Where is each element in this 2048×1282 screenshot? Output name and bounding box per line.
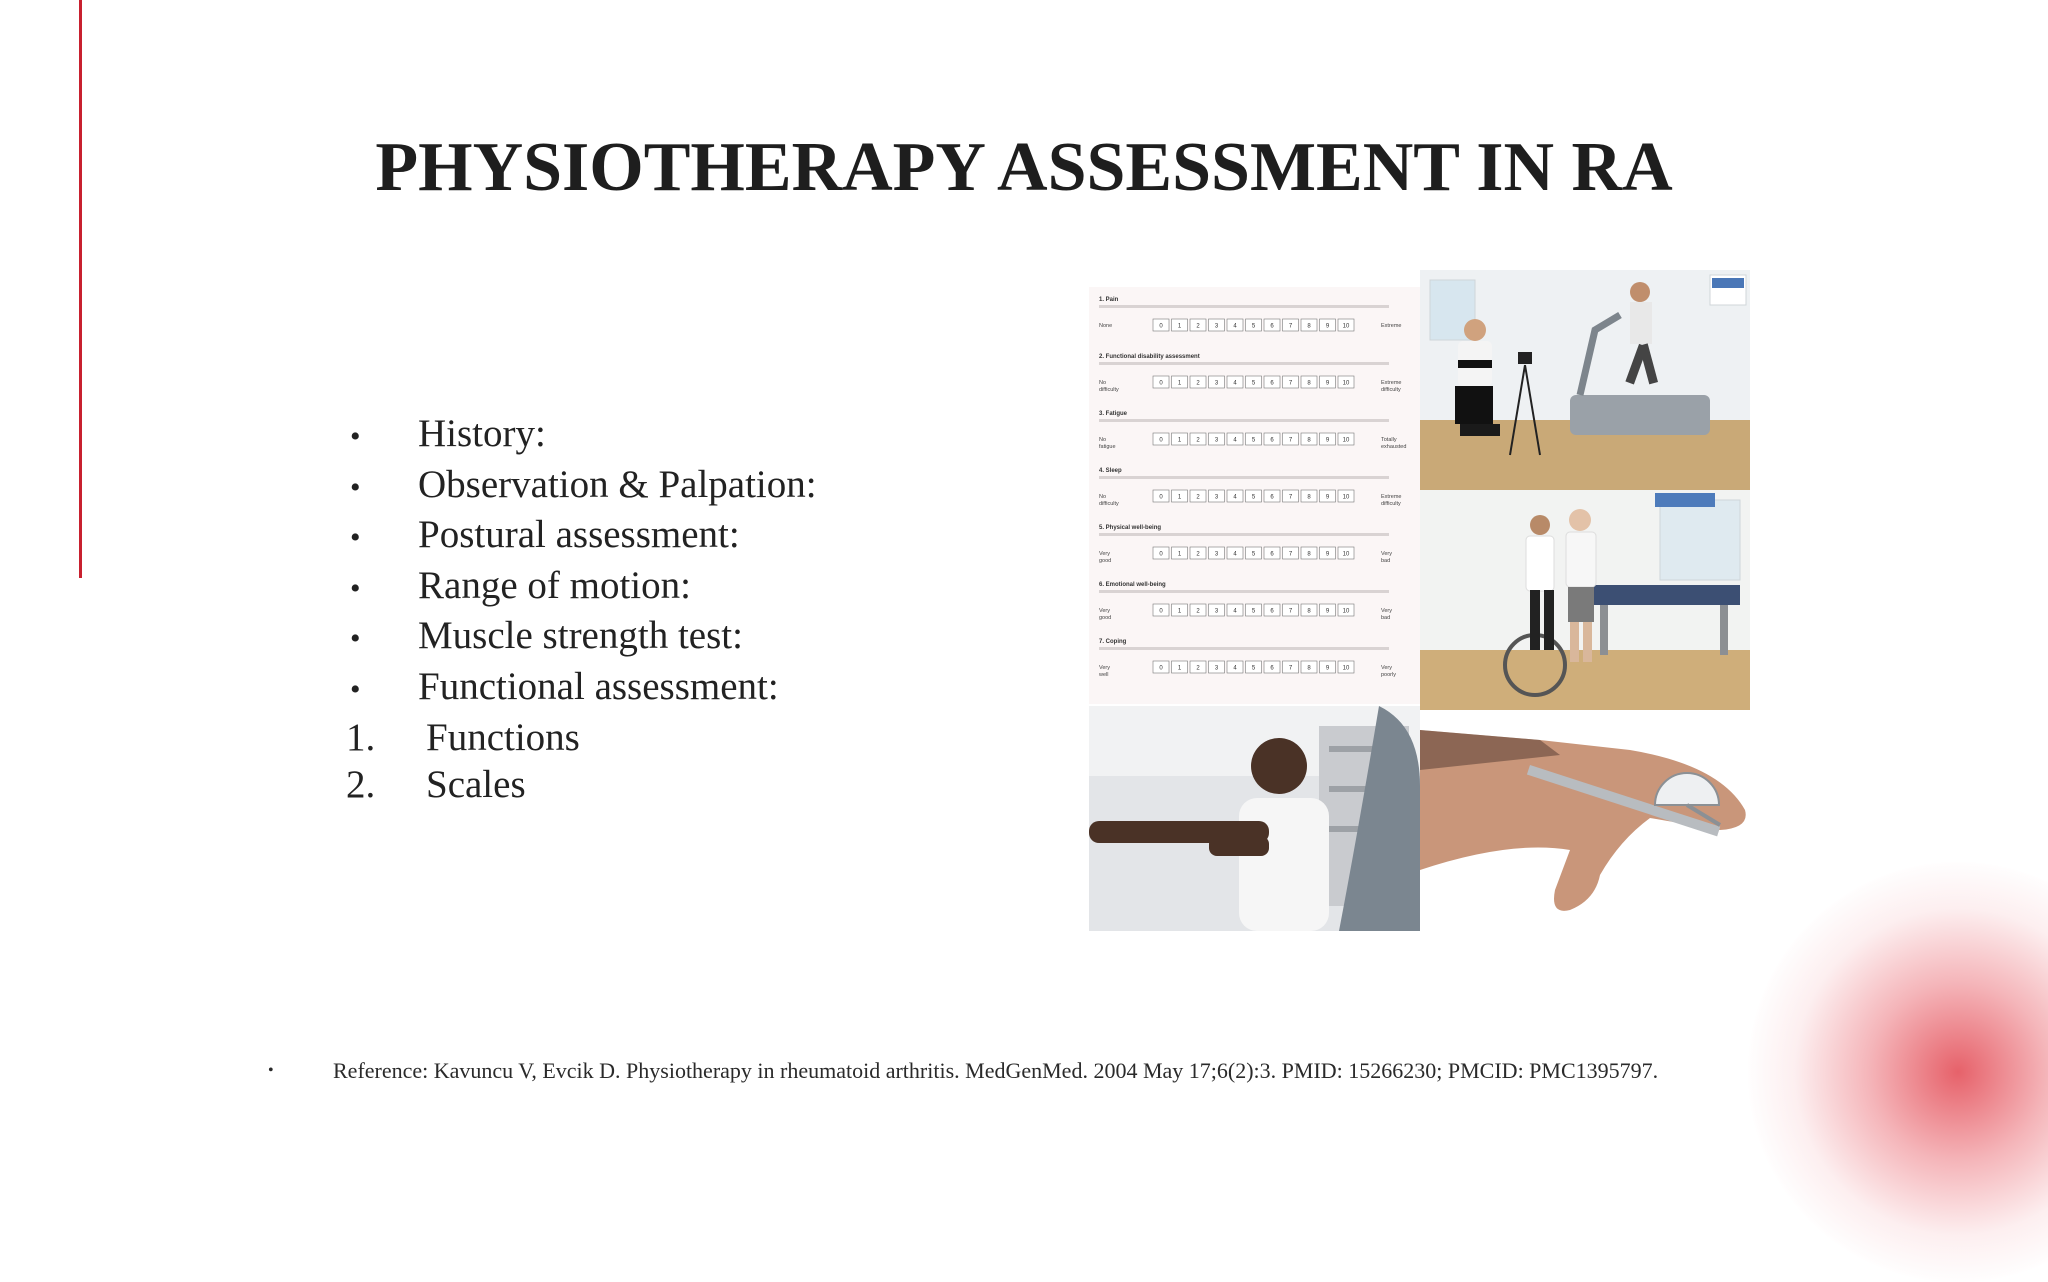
scale-number: 10 — [1342, 437, 1350, 444]
scale-number: 5 — [1251, 551, 1256, 558]
form-instruction-line — [1099, 476, 1389, 479]
scale-number: 3 — [1214, 665, 1219, 672]
scale-number: 0 — [1159, 551, 1163, 558]
scale-number: 4 — [1233, 494, 1237, 501]
reference-note — [268, 1058, 1658, 1084]
bullet-text: History: — [418, 412, 546, 455]
scale-number: 10 — [1342, 665, 1350, 672]
form-low-label: No — [1099, 494, 1107, 500]
bullet-text: Postural assessment: — [418, 513, 740, 557]
numbered-item — [346, 761, 817, 809]
form-low-label: No — [1099, 437, 1107, 443]
bullet-text: Observation & Palpation: — [418, 462, 817, 506]
scale-number: 10 — [1342, 551, 1350, 558]
scale-number: 9 — [1325, 494, 1330, 501]
scale-number: 1 — [1177, 437, 1182, 444]
form-item-heading: 4. Sleep — [1099, 468, 1122, 474]
form-low-label: difficulty — [1099, 501, 1119, 507]
bullet-item — [346, 663, 817, 714]
scale-number: 5 — [1251, 494, 1256, 501]
scale-number: 8 — [1307, 380, 1311, 387]
reference-text: Reference: Kavuncu V, Evcik D. Physiotherapy in rheumatoid arthritis. MedGenMed. 2004 May 17;6(2):3. PMID: 15266230; PMCID: PMC1395797. — [333, 1058, 1659, 1083]
scale-number: 8 — [1307, 437, 1311, 444]
numbered-text: Scales — [426, 763, 526, 807]
scale-number: 0 — [1159, 323, 1163, 330]
form-item-heading: 3. Fatigue — [1099, 411, 1128, 417]
form-high-label: poorly — [1381, 672, 1396, 678]
shoulder-rom-photo — [1089, 706, 1420, 931]
image-collage — [1089, 270, 1750, 931]
scale-number: 0 — [1159, 608, 1163, 615]
scale-number: 4 — [1233, 380, 1237, 387]
scale-number: 3 — [1214, 551, 1219, 558]
form-low-label: good — [1099, 558, 1112, 564]
scale-number: 3 — [1214, 437, 1219, 444]
form-low-label: good — [1099, 615, 1112, 621]
scale-number: 3 — [1214, 608, 1219, 615]
form-high-label: Totally — [1381, 437, 1397, 443]
scale-number: 4 — [1233, 665, 1237, 672]
scale-number: 7 — [1288, 437, 1293, 444]
scale-number: 2 — [1196, 323, 1200, 330]
scale-number: 10 — [1342, 323, 1350, 330]
form-high-label: Very — [1381, 608, 1393, 614]
scale-number: 9 — [1325, 437, 1330, 444]
scale-number: 1 — [1177, 494, 1182, 501]
scale-number: 6 — [1270, 665, 1274, 672]
scale-number: 7 — [1288, 551, 1293, 558]
bullet-item — [346, 461, 817, 512]
form-item-heading: 6. Emotional well-being — [1099, 582, 1166, 588]
form-high-label: exhausted — [1381, 444, 1407, 450]
form-low-label: Very — [1099, 608, 1111, 614]
numbered-item — [346, 714, 817, 762]
form-item-heading: 2. Functional disability assessment — [1099, 354, 1200, 360]
questionnaire-drawing — [1089, 287, 1420, 704]
form-low-label: No — [1099, 380, 1107, 386]
bullet-dot: • — [350, 672, 361, 706]
scale-number: 7 — [1288, 494, 1293, 501]
scale-number: 4 — [1233, 437, 1237, 444]
scale-number: 9 — [1325, 323, 1330, 330]
scale-number: 5 — [1251, 380, 1256, 387]
scale-number: 4 — [1233, 551, 1237, 558]
scale-number: 8 — [1307, 551, 1311, 558]
ward-scene — [1420, 490, 1750, 710]
scale-number: 2 — [1196, 665, 1200, 672]
form-high-label: bad — [1381, 558, 1391, 564]
scale-number: 0 — [1159, 665, 1163, 672]
scale-number: 5 — [1251, 665, 1256, 672]
rapid3-questionnaire-image — [1089, 287, 1420, 704]
scale-number: 2 — [1196, 437, 1200, 444]
bullet-text: Muscle strength test: — [418, 614, 743, 658]
scale-number: 6 — [1270, 437, 1274, 444]
form-high-label: Extreme — [1381, 323, 1402, 329]
scale-number: 2 — [1196, 551, 1200, 558]
form-item-heading: 5. Physical well-being — [1099, 525, 1162, 531]
slide-title: PHYSIOTHERAPY ASSESSMENT IN RA — [375, 129, 1673, 206]
scale-number: 6 — [1270, 494, 1274, 501]
form-instruction-line — [1099, 305, 1389, 308]
bullet-item — [346, 612, 817, 663]
scale-number: 1 — [1177, 551, 1182, 558]
scale-number: 4 — [1233, 323, 1237, 330]
scale-number: 3 — [1214, 380, 1219, 387]
scale-number: 0 — [1159, 380, 1163, 387]
scale-number: 7 — [1288, 608, 1293, 615]
form-low-label: Very — [1099, 665, 1111, 671]
form-low-label: Very — [1099, 551, 1111, 557]
corner-glow — [1748, 862, 2048, 1282]
scale-number: 5 — [1251, 323, 1256, 330]
bullet-text: Range of motion: — [418, 563, 691, 607]
scale-number: 7 — [1288, 380, 1293, 387]
bullet-dot: • — [350, 622, 361, 656]
accent-line — [79, 0, 82, 578]
bullet-dot: • — [350, 521, 361, 555]
bullet-item — [346, 511, 817, 562]
scale-number: 6 — [1270, 551, 1274, 558]
scale-number: 9 — [1325, 380, 1330, 387]
form-instruction-line — [1099, 533, 1389, 536]
form-high-label: difficulty — [1381, 387, 1401, 393]
form-low-label: well — [1099, 672, 1109, 678]
form-instruction-line — [1099, 419, 1389, 422]
bullet-dot: • — [350, 420, 361, 453]
form-instruction-line — [1099, 590, 1389, 593]
form-high-label: Extreme — [1381, 380, 1402, 386]
scale-number: 10 — [1342, 494, 1350, 501]
reference-bullet: • — [268, 1062, 274, 1079]
scale-number: 9 — [1325, 665, 1330, 672]
scale-number: 2 — [1196, 494, 1200, 501]
form-instruction-line — [1099, 362, 1389, 365]
form-item-heading: 7. Coping — [1099, 639, 1127, 645]
form-high-label: Very — [1381, 665, 1393, 671]
physio-ward-photo — [1420, 490, 1750, 710]
form-low-label: difficulty — [1099, 387, 1119, 393]
scale-number: 10 — [1342, 608, 1350, 615]
form-low-label: fatigue — [1099, 444, 1116, 450]
scale-number: 1 — [1177, 380, 1182, 387]
scale-number: 0 — [1159, 494, 1163, 501]
scale-number: 3 — [1214, 323, 1219, 330]
form-instruction-line — [1099, 647, 1389, 650]
scale-number: 5 — [1251, 608, 1256, 615]
item-number: 2. — [346, 763, 376, 807]
bullet-item — [346, 410, 817, 461]
scale-number: 9 — [1325, 551, 1330, 558]
goniometer-scene — [1420, 710, 1750, 931]
bullet-text: Functional assessment: — [418, 664, 779, 708]
scale-number: 3 — [1214, 494, 1219, 501]
scale-number: 2 — [1196, 380, 1200, 387]
scale-number: 2 — [1196, 608, 1200, 615]
bullet-dot: • — [350, 571, 361, 605]
goniometer-hand-photo — [1420, 710, 1750, 931]
scale-number: 8 — [1307, 323, 1311, 330]
scale-number: 8 — [1307, 665, 1311, 672]
treadmill-scene — [1420, 270, 1750, 490]
scale-number: 6 — [1270, 380, 1274, 387]
scale-number: 5 — [1251, 437, 1256, 444]
scale-number: 0 — [1159, 437, 1163, 444]
form-high-label: bad — [1381, 615, 1391, 621]
scale-number: 1 — [1177, 608, 1182, 615]
form-high-label: Extreme — [1381, 494, 1402, 500]
treadmill-assessment-photo — [1420, 270, 1750, 490]
bullet-list — [346, 410, 817, 809]
scale-number: 1 — [1177, 323, 1182, 330]
form-high-label: Very — [1381, 551, 1393, 557]
scale-number: 10 — [1342, 380, 1350, 387]
bullet-dot: • — [350, 470, 361, 504]
scale-number: 7 — [1288, 323, 1293, 330]
scale-number: 6 — [1270, 323, 1274, 330]
scale-number: 4 — [1233, 608, 1237, 615]
form-low-label: None — [1099, 323, 1113, 329]
scale-number: 9 — [1325, 608, 1330, 615]
scale-number: 1 — [1177, 665, 1182, 672]
item-number: 1. — [346, 715, 376, 759]
form-item-heading: 1. Pain — [1099, 297, 1119, 303]
scale-number: 6 — [1270, 608, 1274, 615]
scale-number: 8 — [1307, 608, 1311, 615]
form-high-label: difficulty — [1381, 501, 1401, 507]
arm-raise-scene — [1089, 706, 1420, 931]
scale-number: 8 — [1307, 494, 1311, 501]
bullet-item — [346, 562, 817, 613]
numbered-text: Functions — [426, 715, 580, 759]
scale-number: 7 — [1288, 665, 1293, 672]
